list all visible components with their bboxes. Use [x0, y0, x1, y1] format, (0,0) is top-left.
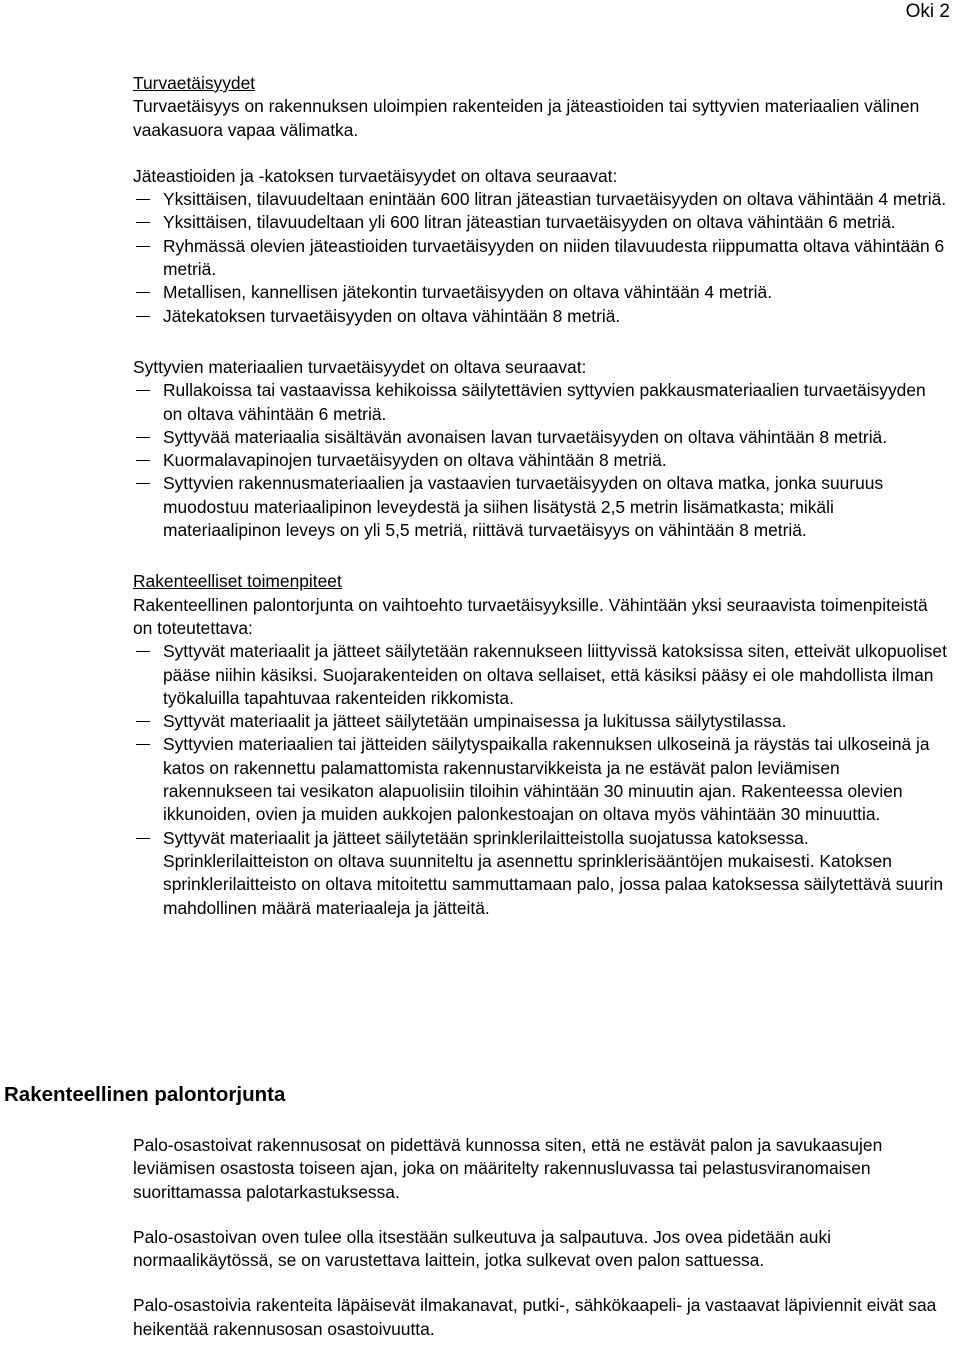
list-item: Syttyvät materiaalit ja jätteet säilytetään umpinaisessa ja lukitussa säilytystilassa.: [133, 710, 948, 733]
fire-protection-paragraph: Palo-osastoivan oven tulee olla itsestään sulkeutuva ja salpautuva. Jos ovea pidetään auki normaalikäytössä, se on varustettava laittein, jotka sulkevat oven palon sattuessa.: [133, 1226, 832, 1271]
structural-measures-intro: Rakenteellinen palontorjunta on vaihtoehto turvaetäisyyksille. Vähintään yksi seuraavista toimenpiteistä on toteutettava:: [133, 594, 928, 638]
list-item: Syttyvät materiaalit ja jätteet säilytetään rakennukseen liittyvissä katoksissa siten, etteivät ulkopuoliset pääse niihin käsiksi. Suojarakenteiden on oltava sellaiset, että käsiksi pääsy ei ole mahdollista ilman työkaluilla tapahtuvaa rakenteiden rikkomista.: [133, 640, 948, 710]
main-content: [133, 72, 948, 920]
section-title-safety-distances: Turvaetäisyydet: [133, 73, 256, 93]
heading-fire-protection: Rakenteellinen palontorjunta: [4, 1083, 286, 1106]
list-item: Rullakoissa tai vastaavissa kehikoissa säilytettävien syttyvien pakkausmateriaalien turvaetäisyyden on oltava vähintään 6 metriä.: [133, 379, 948, 426]
section-title-structural-measures: Rakenteelliset toimenpiteet: [133, 571, 342, 592]
fire-protection-paragraph: Palo-osastoivia rakenteita läpäisevät ilmakanavat, putki-, sähkökaapeli- ja vastaavat läpiviennit eivät saa heikentää rakennusosan osastoivuutta.: [133, 1295, 937, 1339]
flammable-distances-list: [133, 379, 948, 542]
list-item: Syttyvät materiaalit ja jätteet säilytetään sprinklerilaitteistolla suojatussa katoksessa. Sprinklerilaitteiston on oltava suunniteltu ja asennettu sprinklerisääntöjen mukaisesti. Katoksen sprinklerilaitteisto on oltava mitoitettu sammuttamaan palo, jossa palaa katoksessa säilytettävä suurin mahdollinen määrä materiaaleja ja jätteitä.: [133, 827, 948, 920]
waste-distances-list: [133, 188, 948, 328]
list-item: Jätekatoksen turvaetäisyyden on oltava vähintään 8 metriä.: [133, 305, 948, 328]
list-item: Ryhmässä olevien jäteastioiden turvaetäisyyden on niiden tilavuudesta riippumatta oltava vähintään 6 metriä.: [133, 235, 948, 282]
fire-protection-paragraph: Palo-osastoivat rakennusosat on pidettävä kunnossa siten, että ne estävät palon ja savukaasujen leviämisen osastosta toiseen ajan, joka on määritelty rakennusluvassa tai pelastusviranomaisen suorittamassa palotarkastuksessa.: [133, 1135, 883, 1202]
list-item: Kuormalavapinojen turvaetäisyyden on oltava vähintään 8 metriä.: [133, 449, 948, 472]
list-item: Syttyvien materiaalien tai jätteiden säilytyspaikalla rakennuksen ulkoseinä ja räystäs tai ulkoseinä ja katos on rakennettu palamattomista rakennustarvikkeista ja ne estävät palon leviämisen rakennukseen tai vesikaton alapuolisiin tiloihin vähintään 30 minuutin ajan. Rakenteessa olevien ikkunoiden, ovien ja muiden aukkojen palonkestoajan on oltava myös vähintään 30 minuuttia.: [133, 733, 948, 826]
page-number-label: Oki 2: [905, 1, 950, 22]
flammable-distances-lead: Syttyvien materiaalien turvaetäisyydet on oltava seuraavat:: [133, 356, 587, 377]
list-item: Metallisen, kannellisen jätekontin turvaetäisyyden on oltava vähintään 4 metriä.: [133, 281, 948, 304]
fire-protection-content: [133, 1134, 948, 1363]
list-item: Yksittäisen, tilavuudeltaan yli 600 litran jäteastian turvaetäisyyden on oltava vähintään 6 metriä.: [133, 211, 948, 234]
waste-distances-lead: Jäteastioiden ja -katoksen turvaetäisyydet on oltava seuraavat:: [133, 165, 618, 186]
structural-measures-list: [133, 640, 948, 920]
list-item: Syttyvää materiaalia sisältävän avonaisen lavan turvaetäisyyden on oltava vähintään 8 metriä.: [133, 426, 948, 449]
list-item: Yksittäisen, tilavuudeltaan enintään 600 litran jäteastian turvaetäisyyden on oltava vähintään 4 metriä.: [133, 188, 948, 211]
safety-distances-intro: Turvaetäisyys on rakennuksen uloimpien rakenteiden ja jäteastioiden tai syttyvien materiaalien välinen vaakasuora vapaa välimatka.: [133, 96, 920, 140]
list-item: Syttyvien rakennusmateriaalien ja vastaavien turvaetäisyyden on oltava matka, jonka suuruus muodostuu materiaalipinon leveydestä ja siihen lisätystä 2,5 metrin lisämatkasta; mikäli materiaalipinon leveys on yli 5,5 metriä, riittävä turvaetäisyys on vähintään 8 metriä.: [133, 472, 948, 542]
